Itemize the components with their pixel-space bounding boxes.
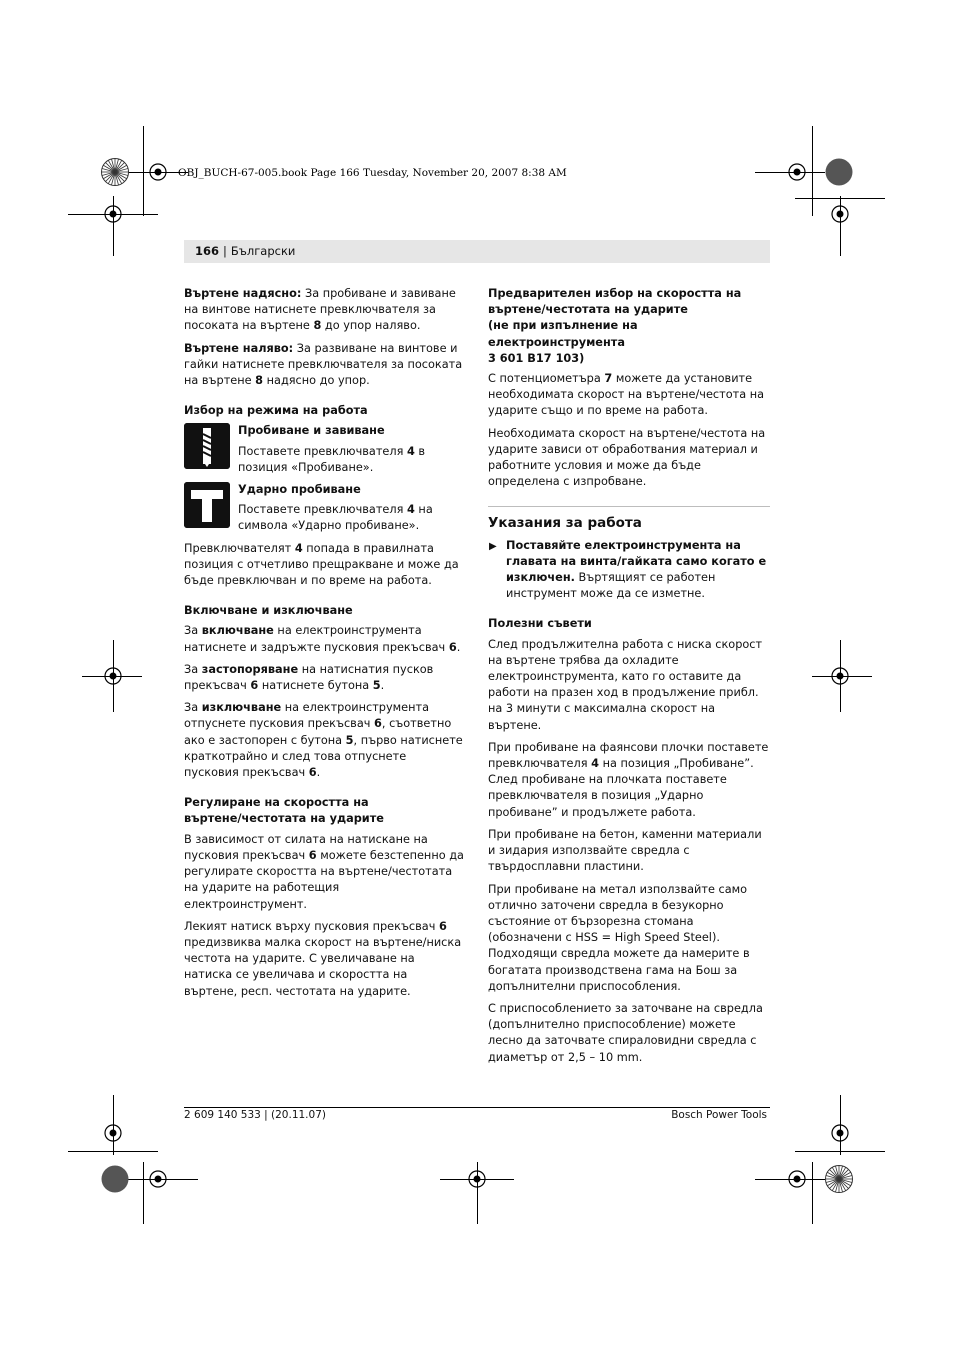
registration-mark-icon bbox=[462, 1164, 492, 1194]
color-bar-solid-icon bbox=[100, 1164, 130, 1194]
mode-impact-drilling bbox=[184, 482, 464, 535]
emphasis: включване bbox=[201, 624, 274, 638]
heading-speed-control bbox=[184, 795, 464, 827]
mode-impact-title: Ударно пробиване bbox=[238, 483, 361, 497]
text: можете да установите необходимата скорост на въртене/честота на ударите също и по време на работа. bbox=[488, 372, 765, 418]
item-number: 4 bbox=[591, 757, 599, 771]
drill-bit-icon bbox=[184, 423, 230, 469]
registration-mark-icon bbox=[143, 1164, 173, 1194]
paragraph-tip-3: При пробиване на бетон, каменни материали и зидария използвайте свредла с твърдосплавни пластини. bbox=[488, 827, 762, 874]
text: на позиция „Пробиване”. След пробиване на плочката поставете превключвателя в позиция „Ударно пробиване” и продължете работа. bbox=[488, 757, 754, 819]
text: . bbox=[456, 640, 461, 654]
footer-divider bbox=[184, 1107, 770, 1108]
text: надясно до упор. bbox=[263, 374, 370, 388]
text: За развиване на винтове и гайки натиснете превключвателя за посоката на въртене bbox=[184, 341, 463, 388]
header-language: Български bbox=[230, 244, 296, 258]
section-title-working-advice: Указания за работа bbox=[488, 506, 770, 531]
item-number: 8 bbox=[255, 374, 264, 388]
text: , съответно ако е застопорен с бутона bbox=[184, 717, 452, 747]
item-number: 4 bbox=[406, 444, 415, 458]
text: в позиция «Пробиване». bbox=[238, 444, 426, 474]
item-number: 6 bbox=[308, 848, 317, 862]
hammer-icon bbox=[184, 482, 230, 528]
header-separator: | bbox=[223, 244, 227, 258]
text: За bbox=[184, 701, 202, 715]
paragraph-speed-2 bbox=[184, 919, 464, 1000]
heading-speed-preselection bbox=[488, 286, 770, 367]
text: Предварителен избор на скоростта на bbox=[488, 287, 742, 300]
text: на електроинструмента натиснете и задръжте пусковия прекъсвач bbox=[184, 624, 449, 654]
text: Лекият натиск върху пусковия прекъсвач bbox=[184, 919, 439, 933]
text: натиснете бутона bbox=[258, 679, 373, 693]
text: За bbox=[184, 662, 202, 676]
item-number: 6 bbox=[448, 640, 457, 654]
text: За bbox=[184, 624, 202, 638]
registration-mark-icon bbox=[143, 157, 173, 187]
registration-mark-icon bbox=[98, 1118, 128, 1148]
text: В зависимост от силата на натискане на пусковия прекъсвач bbox=[184, 832, 428, 862]
page-number: 166 bbox=[195, 244, 220, 258]
item-number: 8 bbox=[313, 319, 322, 333]
rotation-right-label: Въртене надясно: bbox=[184, 287, 302, 300]
registration-mark-icon bbox=[825, 661, 855, 691]
paragraph-switch-off bbox=[184, 700, 464, 781]
paragraph-rotation-right bbox=[184, 286, 464, 335]
item-number: 6 bbox=[374, 717, 382, 731]
left-column bbox=[184, 286, 464, 1006]
emphasis: застопоряване bbox=[201, 662, 299, 676]
text: . bbox=[316, 766, 321, 780]
paragraph-tip-4: При пробиване на метал използвайте само отлично заточени свредла в безукорно състояние от бързорезна стомана (обозначени с HSS = High Speed Steel). Подходящи свредла можете да намерите в богатата производствена гама на Бош за допълнителни приспособления. bbox=[488, 882, 750, 993]
text: Поставете превключвателя bbox=[238, 503, 407, 517]
text: въртене/честотата на ударите bbox=[488, 303, 688, 317]
text: Въртящият се работен инструмент може да се изметне. bbox=[506, 571, 716, 601]
safety-bullet bbox=[488, 538, 770, 603]
paragraph-preselection-2: Необходимата скорост на въртене/честота на ударите зависи от обработвания материал и работните условия и може да бъде определена с изпробване. bbox=[488, 426, 766, 489]
text: на електроинструмента отпуснете пусковия прекъсвач bbox=[184, 701, 430, 731]
paragraph-switch bbox=[184, 541, 464, 590]
text: можете безстепенно да регулирате скоростта на въртене/честотата на ударите на работещия електроинструмент. bbox=[184, 848, 464, 911]
emphasis: Поставяйте електроинструмента на главата на винта/гайката само когато е изключен. bbox=[506, 538, 767, 585]
paragraph-rotation-left bbox=[184, 341, 464, 390]
paragraph-tip-1: След продължителна работа с ниска скорост на въртене трябва да охладите електроинструмента, като го оставите да работи на празен ход в продължение прибл. на 3 минути с максимална скорост на въртене. bbox=[488, 637, 763, 732]
item-number: 4 bbox=[406, 503, 415, 517]
paragraph-tip-5: С приспособлението за заточване на свредла (допълнително приспособление) можете лесно да заточвате спираловидни свредла с диаметър от 2,5 – 10 mm. bbox=[488, 1001, 763, 1064]
text: Регулиране на скоростта на bbox=[184, 796, 369, 810]
item-number: 5 bbox=[345, 733, 354, 747]
heading-on-off: Включване и изключване bbox=[184, 604, 353, 618]
registration-mark-icon bbox=[98, 661, 128, 691]
text: до упор наляво. bbox=[321, 319, 421, 333]
mode-drilling-title: Пробиване и завиване bbox=[238, 424, 385, 438]
text: (не при изпълнение на електроинструмента bbox=[488, 319, 638, 349]
item-number: 7 bbox=[604, 372, 613, 386]
footer-brand: Bosch Power Tools bbox=[671, 1109, 767, 1121]
heading-mode-selection: Избор на режима на работа bbox=[184, 404, 368, 418]
footer-document-number: 2 609 140 533 | (20.11.07) bbox=[184, 1109, 326, 1121]
text: . bbox=[380, 679, 385, 693]
text: С потенциометъра bbox=[488, 372, 605, 386]
text: въртене/честотата на ударите bbox=[184, 812, 384, 826]
color-bar-rose-icon bbox=[100, 157, 130, 187]
book-file-info: OBJ_BUCH-67-005.book Page 166 Tuesday, November 20, 2007 8:38 AM bbox=[178, 167, 567, 179]
crop-mark bbox=[812, 126, 813, 216]
triangle-right-icon: ▶ bbox=[489, 540, 497, 552]
mode-drilling-text bbox=[238, 444, 464, 476]
registration-mark-icon bbox=[782, 1164, 812, 1194]
text: , първо натиснете краткотрайно и след това отпуснете пусковия прекъсвач bbox=[184, 733, 463, 780]
item-number: 6 bbox=[308, 766, 317, 780]
paragraph-lock bbox=[184, 662, 464, 694]
page-header bbox=[184, 240, 770, 263]
text: Превключвателят bbox=[184, 541, 295, 555]
crop-mark bbox=[812, 1162, 813, 1224]
item-number: 6 bbox=[250, 679, 259, 693]
paragraph-speed-1 bbox=[184, 832, 464, 913]
registration-mark-icon bbox=[825, 199, 855, 229]
text: попада в правилната позиция с отчетливо прещракване и може да бъде превключван и по време на работа. bbox=[184, 541, 459, 588]
text: предизвиква малка скорост на въртене/ниска честота на ударите. С увеличаване на натиска се увеличава и скоростта на въртене, респ. честотата на ударите. bbox=[184, 935, 462, 998]
item-number: 4 bbox=[294, 541, 303, 555]
text: Поставете превключвателя bbox=[238, 444, 407, 458]
text: При пробиване на фаянсови плочки поставете превключвателя bbox=[488, 740, 769, 771]
registration-mark-icon bbox=[98, 199, 128, 229]
paragraph-preselection-1 bbox=[488, 371, 770, 420]
color-bar-solid-icon bbox=[824, 157, 854, 187]
item-number: 5 bbox=[372, 679, 381, 693]
registration-mark-icon bbox=[825, 1118, 855, 1148]
mode-drilling bbox=[184, 423, 464, 476]
text: За пробиване и завиване на винтове натиснете превключвателя за посоката на въртене bbox=[184, 287, 456, 333]
text: 3 601 B17 103) bbox=[488, 351, 585, 365]
paragraph-tip-2 bbox=[488, 740, 770, 821]
emphasis: изключване bbox=[201, 701, 282, 715]
registration-mark-icon bbox=[782, 157, 812, 187]
text: на натиснатия пусков прекъсвач bbox=[184, 662, 434, 693]
rotation-left-label: Въртене наляво: bbox=[184, 341, 294, 355]
heading-tips: Полезни съвети bbox=[488, 617, 592, 631]
paragraph-switch-on bbox=[184, 623, 464, 655]
mode-impact-text bbox=[238, 502, 464, 534]
item-number: 6 bbox=[438, 919, 447, 933]
right-column bbox=[488, 286, 770, 1072]
color-bar-rose-icon bbox=[824, 1164, 854, 1194]
text: на символа «Ударно пробиване». bbox=[238, 503, 433, 533]
